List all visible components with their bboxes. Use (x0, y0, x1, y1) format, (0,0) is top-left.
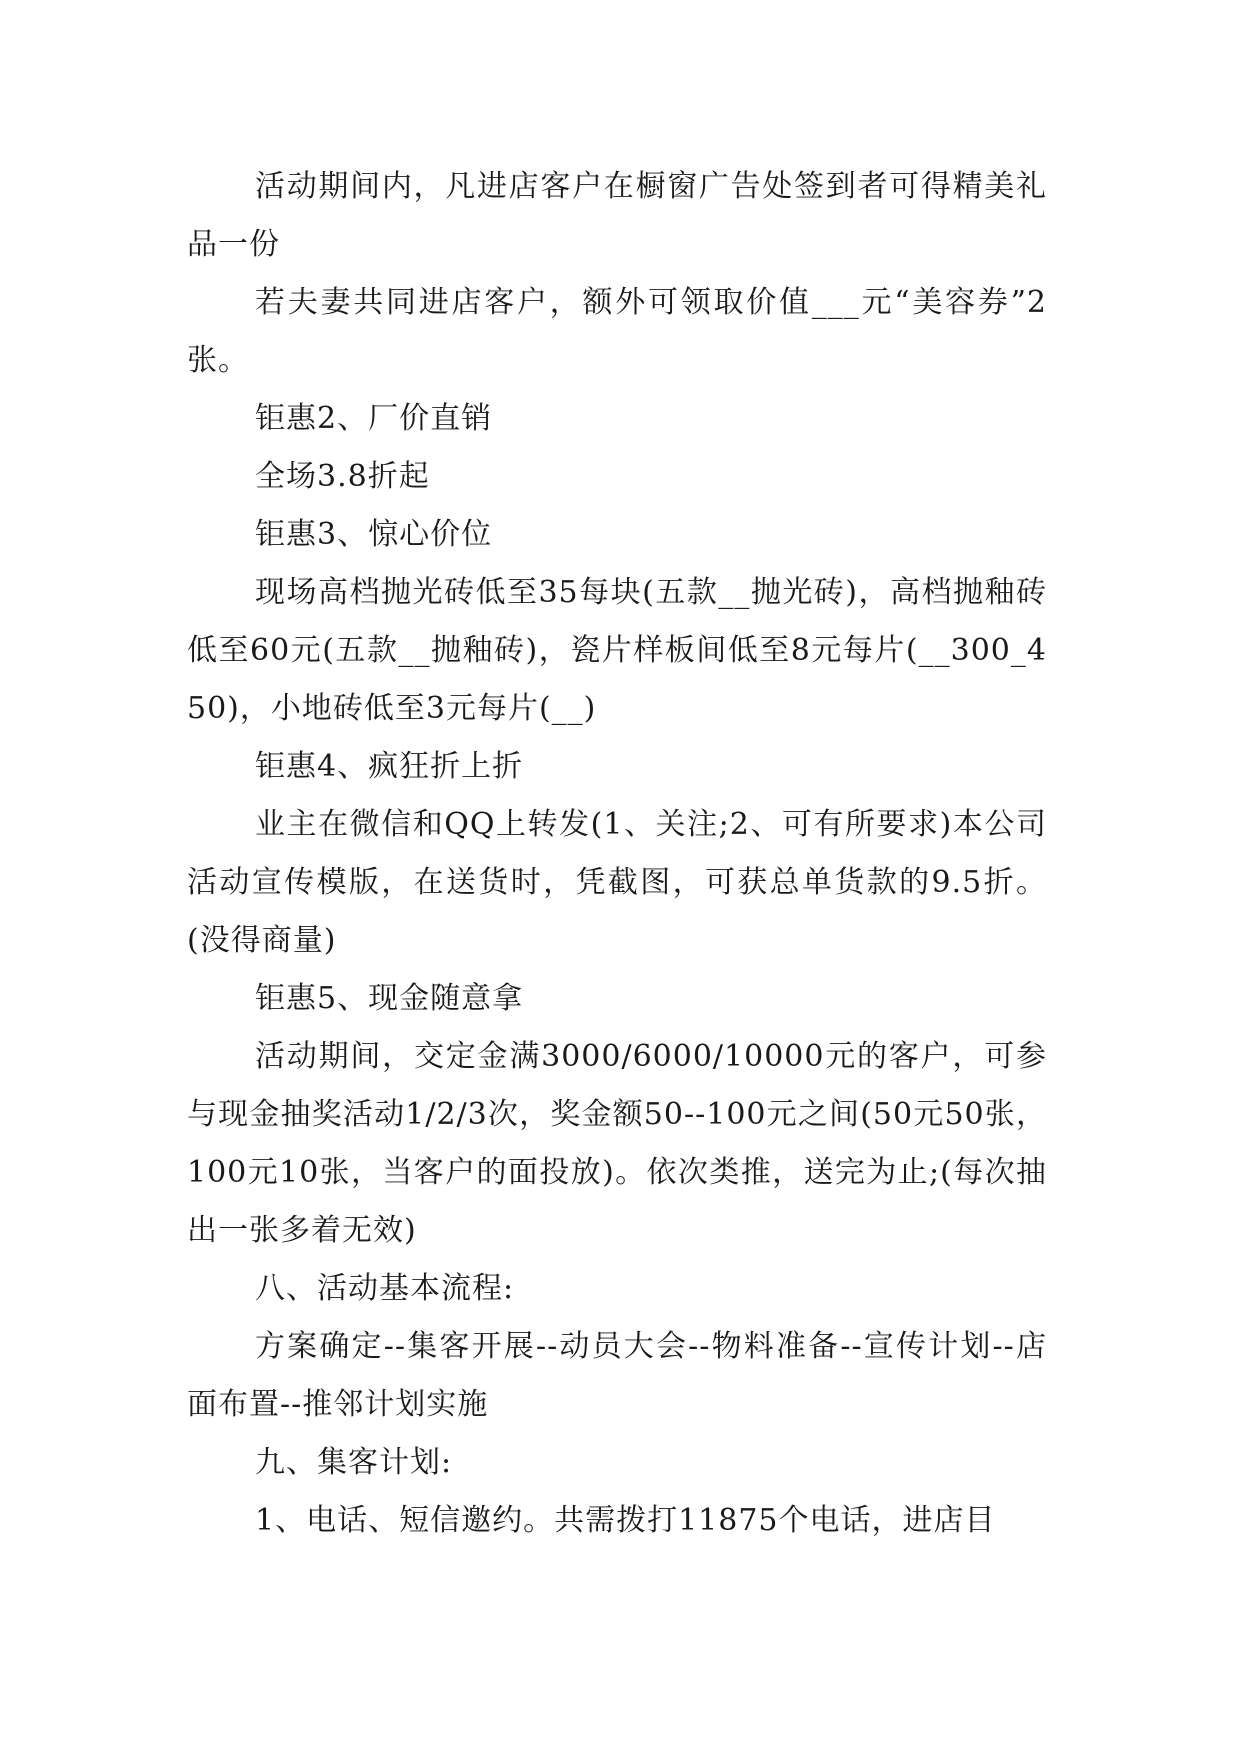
heading-discount-5: 钜惠5、现金随意拿 (255, 981, 524, 1016)
heading-discount-2: 钜惠2、厂价直销 (255, 401, 493, 436)
paragraph-couple-voucher: 若夫妻共同进店客户，额外可领取价值___元“美容券”2张。 (187, 285, 1047, 378)
heading-section-9: 九、集客计划: (255, 1445, 453, 1480)
paragraph-phone-invite: 1、电话、短信邀约。共需拨打11875个电话，进店目 (255, 1503, 996, 1538)
paragraph-discount-3-detail: 现场高档抛光砖低至35每块(五款__抛光砖)，高档抛釉砖低至60元(五款__抛釉砖)，瓷片样板间低至8元每片(__300_450)，小地砖低至3元每片(__) (187, 575, 1047, 726)
paragraph-discount-2-detail: 全场3.8折起 (255, 459, 430, 494)
document-body (187, 158, 1047, 1550)
heading-discount-4: 钜惠4、疯狂折上折 (255, 749, 524, 784)
paragraph-discount-4-detail: 业主在微信和QQ上转发(1、关注;2、可有所要求)本公司活动宣传模版，在送货时，凭截图，可获总单货款的9.5折。(没得商量) (187, 807, 1047, 958)
heading-section-8: 八、活动基本流程: (255, 1271, 515, 1306)
heading-discount-3: 钜惠3、惊心价位 (255, 517, 493, 552)
paragraph-process-flow: 方案确定--集客开展--动员大会--物料准备--宣传计划--店面布置--推邻计划实施 (187, 1329, 1047, 1422)
paragraph-gift-signin: 活动期间内，凡进店客户在橱窗广告处签到者可得精美礼品一份 (187, 169, 1047, 262)
paragraph-discount-5-detail: 活动期间，交定金满3000/6000/10000元的客户，可参与现金抽奖活动1/2/3次，奖金额50--100元之间(50元50张，100元10张，当客户的面投放)。依次类推，送完为止;(每次抽出一张多着无效) (187, 1039, 1047, 1248)
